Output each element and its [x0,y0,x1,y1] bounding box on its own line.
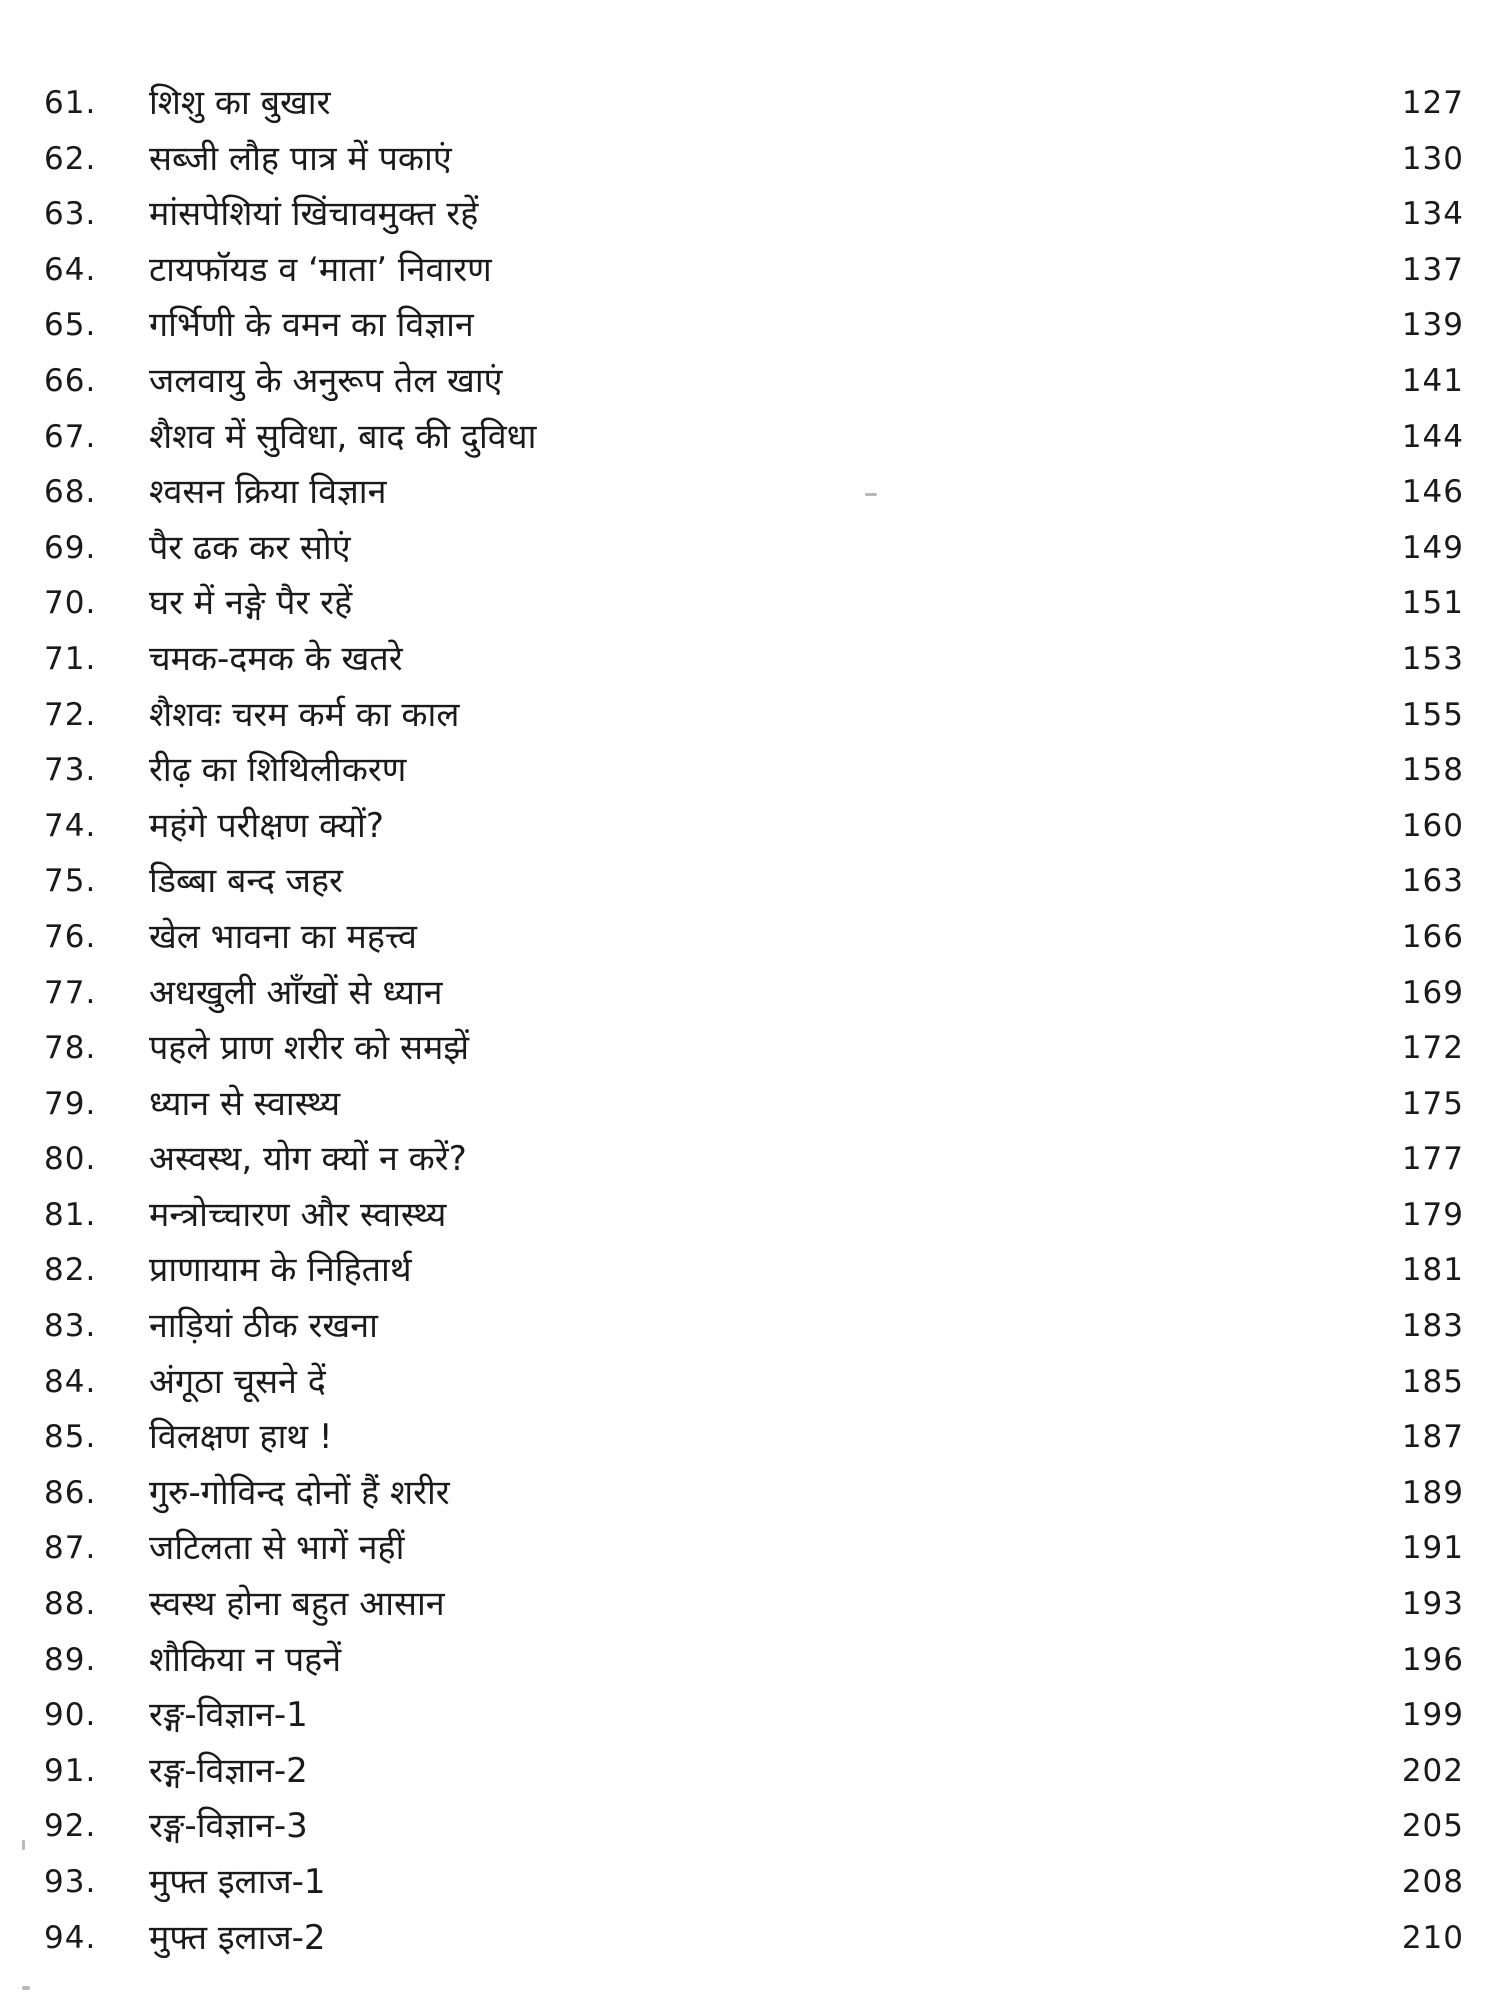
toc-entry[interactable] [44,243,1464,299]
toc-entry[interactable] [44,187,1464,243]
toc-entry[interactable] [44,743,1464,799]
toc-entry-number: 70. [44,585,97,622]
toc-entry[interactable] [44,410,1464,466]
toc-entry-number: 94. [44,1919,97,1956]
toc-entry-page-number: 160 [1401,807,1464,844]
toc-entry-title: रङ्ग-विज्ञान-3 [149,1806,308,1847]
toc-entry-page-number: 187 [1401,1419,1464,1456]
toc-entry-title: रङ्ग-विज्ञान-2 [149,1750,308,1791]
toc-entry[interactable] [44,521,1464,577]
toc-entry-page-number: 137 [1401,251,1464,288]
scan-speck [865,493,877,496]
toc-entry-number: 91. [44,1752,97,1789]
toc-entry-title: नाड़ियां ठीक रखना [149,1306,378,1347]
toc-entry-number: 93. [44,1864,97,1900]
toc-entry-number: 72. [44,696,97,733]
toc-entry[interactable] [44,76,1464,132]
toc-entry-number: 78. [44,1030,97,1067]
toc-entry-number: 81. [44,1196,97,1233]
toc-entry[interactable] [44,1299,1464,1355]
toc-entry-number: 92. [44,1808,97,1845]
toc-entry-title: शौकिया न पहनें [149,1639,342,1680]
toc-entry-title: शैशव में सुविधा, बाद की दुविधा [149,416,537,457]
toc-entry[interactable] [44,354,1464,410]
toc-entry-title: श्वसन क्रिया विज्ञान [149,472,387,513]
toc-entry[interactable] [44,1466,1464,1522]
toc-entry-number: 68. [44,474,97,511]
toc-entry-title: घर में नङ्गे पैर रहें [149,583,353,624]
toc-entry-number: 82. [44,1252,97,1289]
toc-entry-title: जटिलता से भागें नहीं [149,1528,405,1569]
toc-entry-page-number: 202 [1401,1752,1464,1789]
toc-entry-number: 77. [44,974,97,1011]
toc-entry-page-number: 183 [1401,1308,1464,1345]
toc-entry-title: पहले प्राण शरीर को समझें [149,1028,470,1069]
toc-entry-page-number: 151 [1401,585,1464,622]
toc-entry-number: 74. [44,807,97,844]
toc-entry[interactable] [44,632,1464,688]
toc-entry-page-number: 169 [1401,974,1464,1011]
toc-entry[interactable] [44,132,1464,188]
toc-entry-number: 73. [44,752,97,789]
toc-entry-page-number: 179 [1401,1196,1464,1233]
toc-entry-page-number: 153 [1401,640,1464,677]
toc-entry[interactable] [44,854,1464,910]
toc-entry-number: 63. [44,196,97,233]
toc-entry-title: रीढ़ का शिथिलीकरण [149,750,407,791]
toc-entry-number: 89. [44,1641,97,1678]
toc-entry-title: शैशवः चरम कर्म का काल [149,694,460,735]
toc-entry[interactable] [44,1855,1464,1911]
toc-entry-page-number: 149 [1401,529,1464,566]
toc-entry-page-number: 127 [1401,85,1464,121]
toc-entry[interactable] [44,688,1464,744]
toc-entry-title: डिब्बा बन्द जहर [149,861,343,902]
toc-entry[interactable] [44,1021,1464,1077]
scan-speck [22,1840,25,1850]
toc-entry-page-number: 141 [1401,362,1464,399]
table-of-contents [44,76,1464,1966]
toc-entry-page-number: 208 [1401,1864,1464,1900]
toc-entry-page-number: 191 [1401,1530,1464,1567]
toc-entry[interactable] [44,1799,1464,1855]
toc-entry-number: 69. [44,529,97,566]
toc-entry-number: 79. [44,1085,97,1122]
toc-entry[interactable] [44,1077,1464,1133]
toc-entry-page-number: 199 [1401,1697,1464,1734]
toc-entry-number: 61. [44,85,97,121]
toc-entry-number: 62. [44,140,97,177]
toc-entry-title: चमक-दमक के खतरे [149,638,403,679]
toc-entry-number: 86. [44,1474,97,1511]
toc-entry-title: अंगूठा चूसने दें [149,1361,326,1402]
toc-entry[interactable] [44,1688,1464,1744]
toc-entry-page-number: 158 [1401,752,1464,789]
toc-entry-title: मन्त्रोच्चारण और स्वास्थ्य [149,1194,447,1235]
toc-entry-title: मांसपेशियां खिंचावमुक्त रहें [149,194,479,235]
toc-entry-page-number: 146 [1401,474,1464,511]
toc-entry-page-number: 155 [1401,696,1464,733]
toc-entry-page-number: 163 [1401,863,1464,900]
toc-entry-title: टायफॉयड व ‘माता’ निवारण [149,249,492,290]
toc-entry-page-number: 166 [1401,918,1464,955]
toc-entry-number: 67. [44,418,97,455]
toc-entry[interactable] [44,1744,1464,1800]
toc-entry-page-number: 181 [1401,1252,1464,1289]
toc-entry-page-number: 177 [1401,1141,1464,1178]
toc-entry-number: 65. [44,307,97,344]
toc-entry[interactable] [44,298,1464,354]
toc-entry-page-number: 185 [1401,1363,1464,1400]
toc-entry-title: स्वस्थ होना बहुत आसान [149,1584,445,1625]
toc-entry-title: शिशु का बुखार [149,83,331,123]
toc-entry[interactable] [44,1577,1464,1633]
toc-entry-page-number: 144 [1401,418,1464,455]
toc-entry-page-number: 139 [1401,307,1464,344]
toc-entry-page-number: 210 [1401,1919,1464,1956]
toc-entry-page-number: 189 [1401,1474,1464,1511]
toc-entry[interactable] [44,1410,1464,1466]
toc-entry[interactable] [44,1243,1464,1299]
scan-speck [22,1986,30,1990]
toc-entry[interactable] [44,1911,1464,1967]
toc-entry-page-number: 193 [1401,1586,1464,1623]
toc-entry-title: जलवायु के अनुरूप तेल खाएं [149,360,503,401]
toc-entry[interactable] [44,1355,1464,1411]
toc-entry-title: गर्भिणी के वमन का विज्ञान [149,305,474,346]
toc-entry-title: गुरु-गोविन्द दोनों हैं शरीर [149,1472,450,1513]
toc-entry-title: प्राणायाम के निहितार्थ [149,1250,412,1291]
toc-entry-title: अस्वस्थ, योग क्यों न करें? [149,1139,467,1180]
toc-entry-title: ध्यान से स्वास्थ्य [149,1083,341,1124]
toc-entry-number: 80. [44,1141,97,1178]
toc-entry-title: महंगे परीक्षण क्यों? [149,805,384,846]
toc-entry[interactable] [44,799,1464,855]
toc-entry[interactable] [44,1132,1464,1188]
toc-entry-title: खेल भावना का महत्त्व [149,916,417,957]
toc-entry-title: अधखुली आँखों से ध्यान [149,972,443,1013]
toc-entry-page-number: 196 [1401,1641,1464,1678]
toc-entry-title: मुफ्त इलाज-2 [149,1917,326,1958]
toc-entry-title: रङ्ग-विज्ञान-1 [149,1695,308,1736]
toc-entry-page-number: 134 [1401,196,1464,233]
toc-entry[interactable] [44,576,1464,632]
toc-entry[interactable] [44,1188,1464,1244]
toc-entry[interactable] [44,1633,1464,1689]
toc-entry-page-number: 172 [1401,1030,1464,1067]
toc-entry-number: 76. [44,918,97,955]
toc-entry-number: 64. [44,251,97,288]
toc-entry-number: 88. [44,1586,97,1623]
toc-entry-number: 84. [44,1363,97,1400]
toc-entry-number: 66. [44,362,97,399]
toc-entry-number: 90. [44,1697,97,1734]
toc-entry-number: 87. [44,1530,97,1567]
toc-entry-page-number: 130 [1401,140,1464,177]
toc-entry-page-number: 175 [1401,1085,1464,1122]
toc-entry-number: 83. [44,1308,97,1345]
toc-entry[interactable] [44,910,1464,966]
toc-entry[interactable] [44,1521,1464,1577]
toc-entry-title: विलक्षण हाथ ! [149,1417,333,1458]
toc-entry-number: 75. [44,863,97,900]
toc-entry-number: 85. [44,1419,97,1456]
toc-entry-title: मुफ्त इलाज-1 [149,1862,326,1902]
toc-entry[interactable] [44,966,1464,1022]
toc-entry-title: सब्जी लौह पात्र में पकाएं [149,138,452,179]
toc-entry-number: 71. [44,640,97,677]
toc-entry[interactable] [44,465,1464,521]
toc-entry-title: पैर ढक कर सोएं [149,527,351,568]
toc-entry-page-number: 205 [1401,1808,1464,1845]
